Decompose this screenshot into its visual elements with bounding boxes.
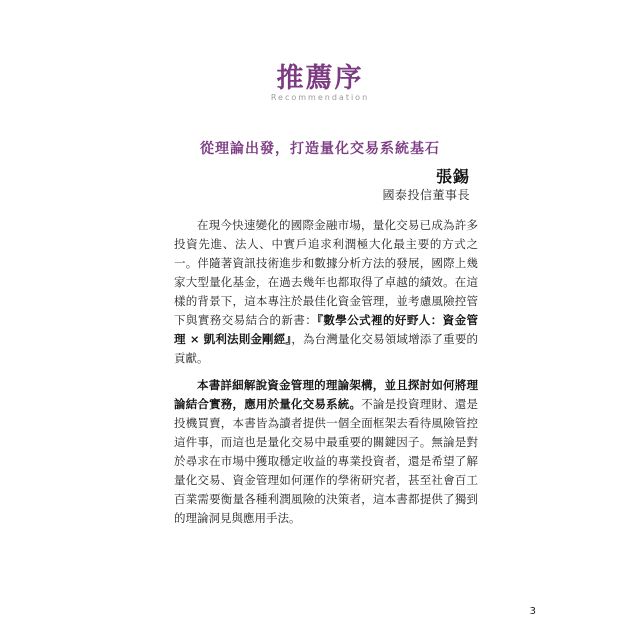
paragraph-1-text-b: ，為台灣量化交易領域增添了重要的貢獻。 bbox=[174, 332, 478, 365]
book-title-emphasis: 『數學公式裡的好野人：資金管理 × 凱利法則金剛經』 bbox=[174, 313, 479, 346]
page-number: 3 bbox=[529, 606, 536, 617]
author-name: 張錫 bbox=[435, 167, 470, 186]
paragraph-2-text: 不論是投資理財、還是投機買賣，本書皆為讀者提供一個全面框架去看待風險管控這件事，而這也是量化交易中最重要的關鍵因子。無論是對於尋求在市場中獲取穩定收益的專業投資者，還是希望了解量化交易、資金管理如何運作的學術研究者，甚至社會百工百業需要衡量各種利潤風險的決策者，這本書都提供了獨到的理論洞見與應用手法。 bbox=[174, 397, 479, 525]
body-text bbox=[174, 216, 478, 536]
paragraph-1 bbox=[174, 216, 478, 368]
page-title: 推薦序 bbox=[276, 63, 364, 94]
page-title-english: Recommendation bbox=[270, 93, 370, 102]
paragraph-2-emphasis: 本書詳細解說資金管理的理論架構，並且探討如何將理論結合實務，應用於量化交易系統。 bbox=[174, 378, 478, 411]
paragraph-2 bbox=[174, 376, 478, 528]
section-subtitle: 從理論出發，打造量化交易系統基石 bbox=[200, 141, 440, 157]
paragraph-1-text-a: 在現今快速變化的國際金融市場，量化交易已成為許多投資先進、法人、中實戶追求利潤極大化最主要的方式之一。伴隨著資訊技術進步和數據分析方法的發展，國際上幾家大型量化基金，在過去幾年也都取得了卓越的績效。在這樣的背景下，這本專注於最佳化資金管理，並考慮風險控管下與實務交易結合的新書： bbox=[174, 218, 478, 327]
author-position: 國泰投信董事長 bbox=[382, 188, 470, 202]
